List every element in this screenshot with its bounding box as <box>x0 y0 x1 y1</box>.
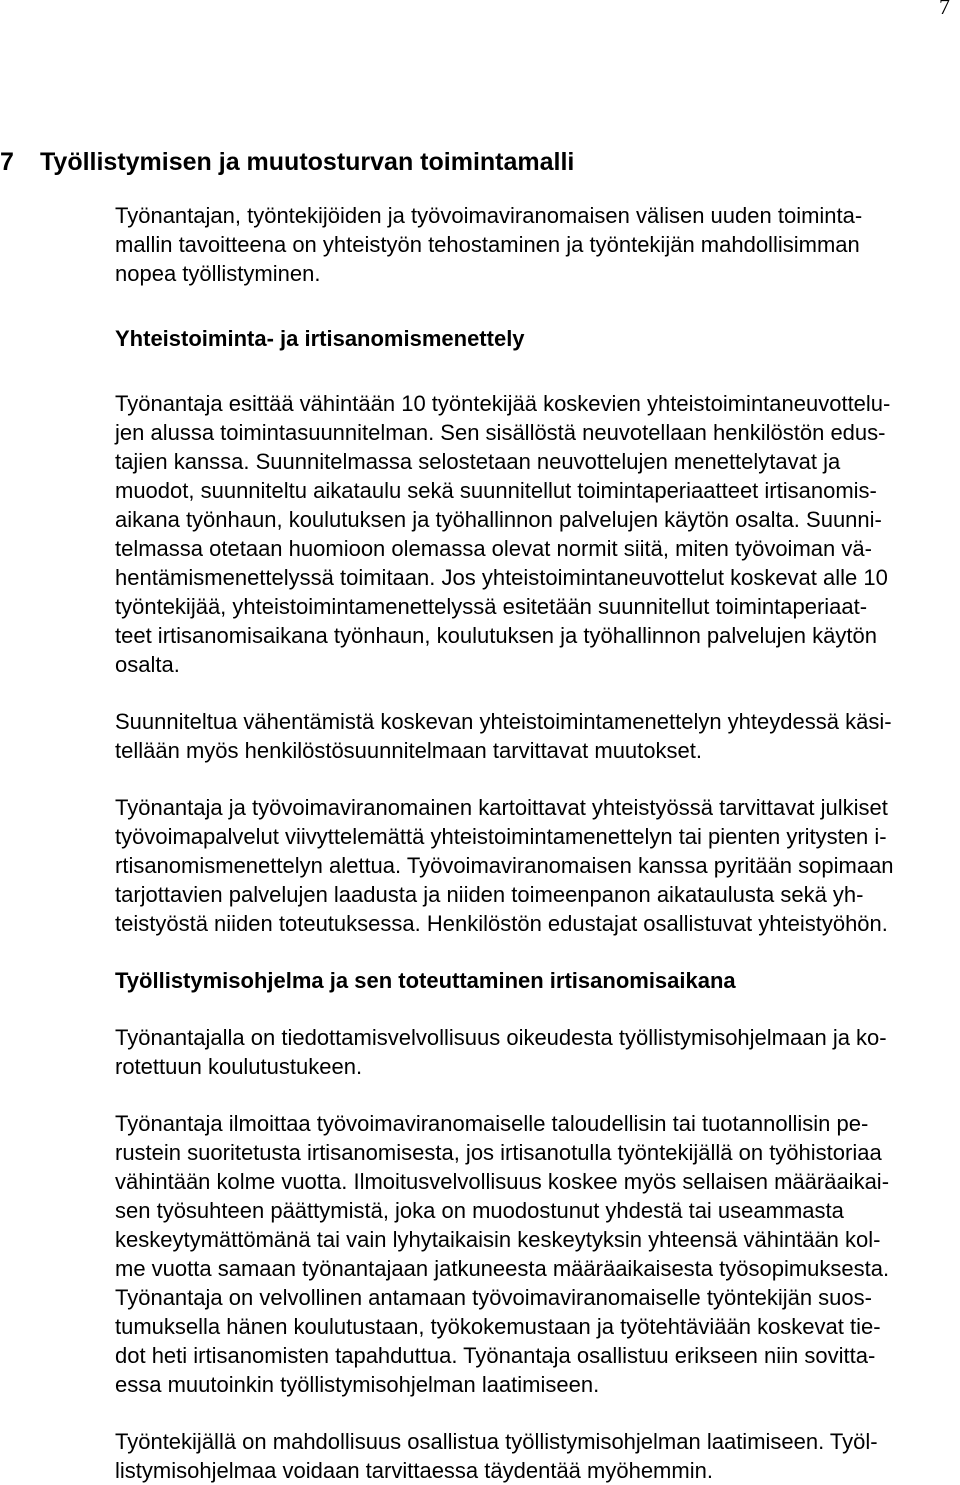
page-number: 7 <box>939 0 950 19</box>
subsection-heading-cooperation: Yhteistoiminta- ja irtisanomismenettely <box>115 326 525 351</box>
text-line: jen alussa toimintasuunnitelman. Sen sisällöstä neuvotellaan henkilöstön edus- <box>115 420 886 445</box>
text-line: Työnantaja esittää vähintään 10 työntekijää koskevien yhteistoimintaneuvottelu- <box>115 391 891 416</box>
intro-paragraph <box>115 201 953 288</box>
section-title: Työllistymisen ja muutosturvan toimintamalli <box>40 148 575 176</box>
section-number: 7 <box>0 148 14 176</box>
text-line: keskeytymättömänä tai vain lyhytaikaisin keskeytyksin yhteensä vähintään kol- <box>115 1227 881 1252</box>
text-line: työntekijää, yhteistoimintamenettelyssä esitetään suunnitellut toimintaperiaat- <box>115 594 868 619</box>
text-line: työvoimapalvelut viivyttelemättä yhteistoimintamenettelyn tai pienten yritysten i- <box>115 824 887 849</box>
text-line: aikana työnhaun, koulutuksen ja työhallinnon palvelujen käytön osalta. Suunni- <box>115 507 882 532</box>
text-line: rustein suoritetusta irtisanomisesta, jos irtisanotulla työntekijällä on työhistoriaa <box>115 1140 882 1165</box>
text-line: Työntekijällä on mahdollisuus osallistua työllistymisohjelman laatimiseen. Työl- <box>115 1429 878 1454</box>
text-line: sen työsuhteen päättymistä, joka on muodostunut yhdestä tai useammasta <box>115 1198 844 1223</box>
text-line: Työnantaja ilmoittaa työvoimaviranomaiselle taloudellisin tai tuotannollisin pe- <box>115 1111 869 1136</box>
text-line: essa muutoinkin työllistymisohjelman laatimiseen. <box>115 1372 600 1397</box>
text-line: Työnantaja on velvollinen antamaan työvoimaviranomaiselle työntekijän suos- <box>115 1285 872 1310</box>
text-line: me vuotta samaan työnantajaan jatkuneesta määräaikaisesta työsopimuksesta. <box>115 1256 890 1281</box>
text-line: dot heti irtisanomisten tapahduttua. Työnantaja osallistuu erikseen niin sovitta- <box>115 1343 876 1368</box>
text-line: hentämismenettelyssä toimitaan. Jos yhteistoimintaneuvottelut koskevat alle 10 <box>115 565 888 590</box>
text-line: mallin tavoitteena on yhteistyön tehostaminen ja työntekijän mahdollisimman <box>115 232 860 257</box>
subsection-heading-employment-programme: Työllistymisohjelma ja sen toteuttaminen irtisanomisaikana <box>115 968 736 993</box>
text-line: rtisanomismenettelyn alettua. Työvoimaviranomaisen kanssa pyritään sopimaan <box>115 853 894 878</box>
paragraph-information-duty <box>115 1023 953 1081</box>
text-line: Työnantaja ja työvoimaviranomainen kartoittavat yhteistyössä tarvittavat julkiset <box>115 795 888 820</box>
section-heading <box>0 146 574 178</box>
text-line: Työnantajan, työntekijöiden ja työvoimaviranomaisen välisen uuden toiminta- <box>115 203 863 228</box>
text-line: tajien kanssa. Suunnitelmassa selostetaan neuvottelujen menettelytavat ja <box>115 449 841 474</box>
paragraph-employment-services <box>115 793 953 938</box>
text-line: rotettuun koulutustukeen. <box>115 1054 363 1079</box>
text-line: teet irtisanomisaikana työnhaun, koulutuksen ja työhallinnon palvelujen käytön <box>115 623 877 648</box>
text-line: tumuksella hänen koulutustaan, työkokemustaan ja työtehtäviään koskevat tie- <box>115 1314 881 1339</box>
document-body <box>115 201 953 1485</box>
text-line: telmassa otetaan huomioon olemassa olevat normit siitä, miten työvoiman vä- <box>115 536 872 561</box>
text-line: tarjottavien palvelujen laadusta ja niiden toimeenpanon aikataulusta sekä yh- <box>115 882 864 907</box>
text-line: nopea työllistyminen. <box>115 261 321 286</box>
paragraph-employee-participation <box>115 1427 953 1485</box>
text-line: listymisohjelmaa voidaan tarvittaessa täydentää myöhemmin. <box>115 1458 713 1483</box>
text-line: tellään myös henkilöstösuunnitelmaan tarvittavat muutokset. <box>115 738 702 763</box>
text-line: osalta. <box>115 652 180 677</box>
text-line: vähintään kolme vuotta. Ilmoitusvelvollisuus koskee myös sellaisen määräaikai- <box>115 1169 890 1194</box>
paragraph-staff-plan <box>115 707 953 765</box>
paragraph-notification <box>115 1109 953 1399</box>
text-line: muodot, suunniteltu aikataulu sekä suunnitellut toimintaperiaatteet irtisanomis- <box>115 478 877 503</box>
text-line: Suunniteltua vähentämistä koskevan yhteistoimintamenettelyn yhteydessä käsi- <box>115 709 892 734</box>
text-line: Työnantajalla on tiedottamisvelvollisuus oikeudesta työllistymisohjelmaan ja ko- <box>115 1025 887 1050</box>
paragraph-action-plan <box>115 389 953 679</box>
text-line: teistyöstä niiden toteutuksessa. Henkilöstön edustajat osallistuvat yhteistyöhön. <box>115 911 888 936</box>
